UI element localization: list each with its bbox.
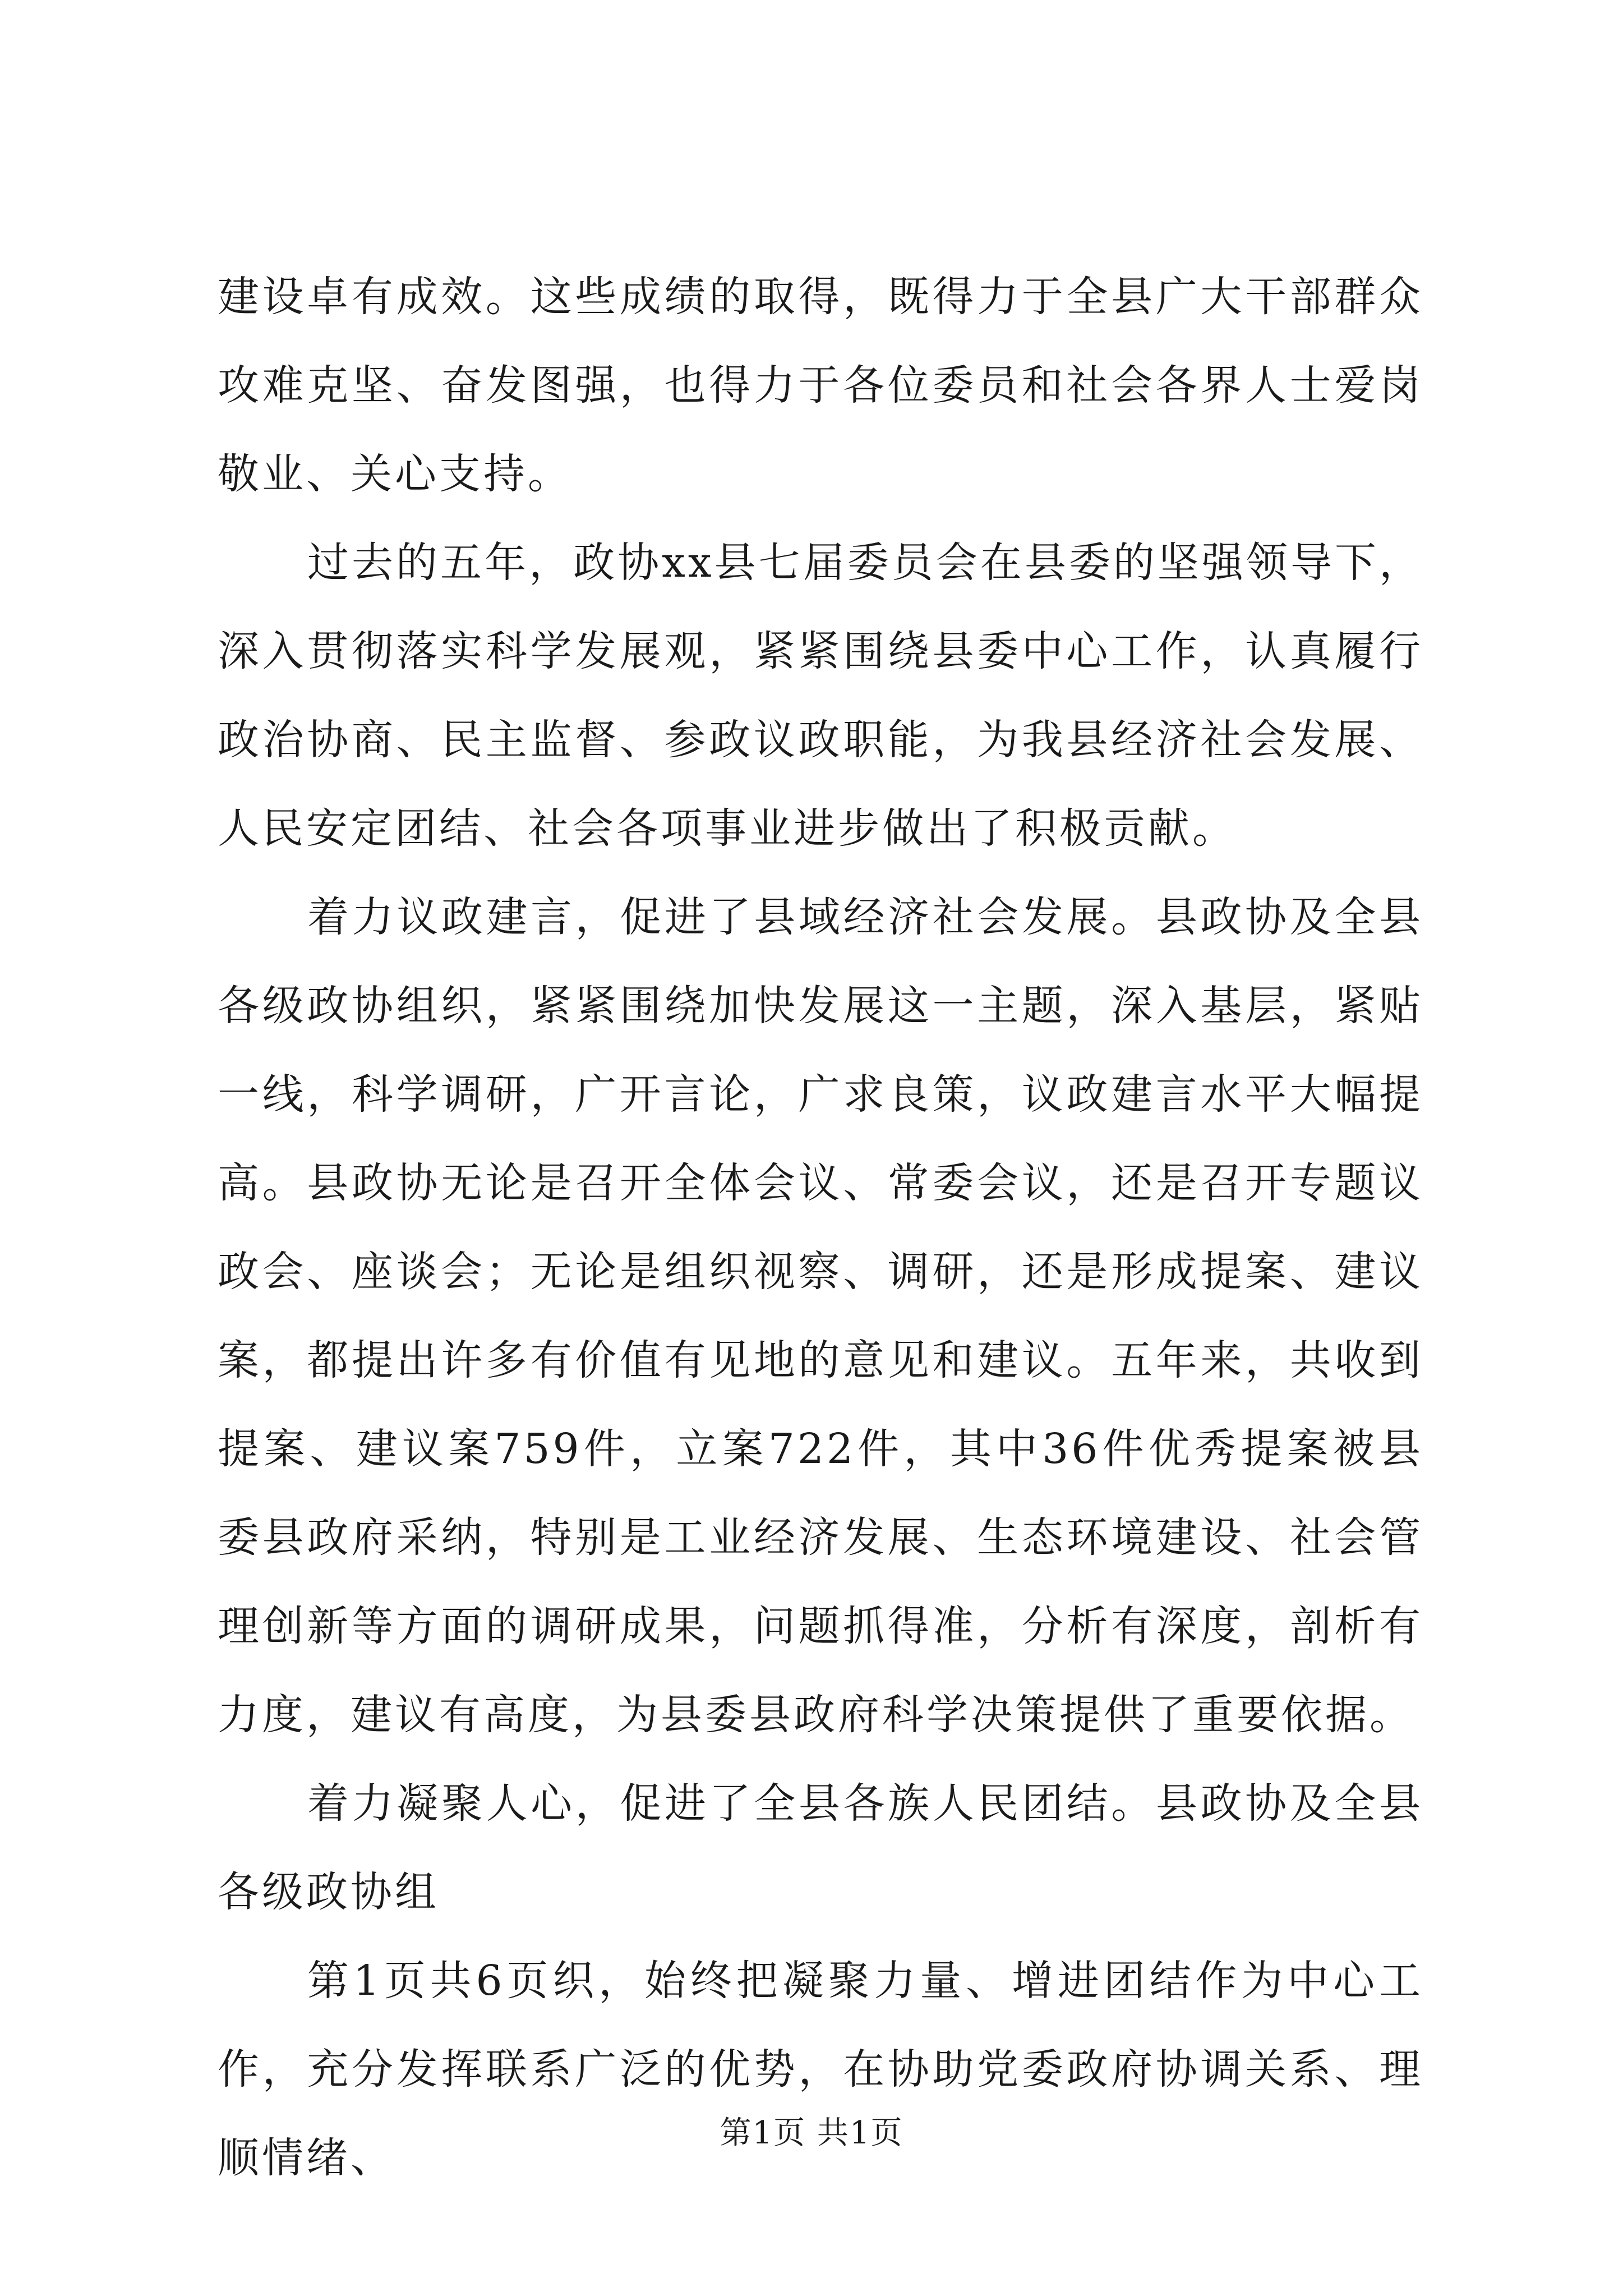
paragraph-5: 第1页共6页织，始终把凝聚力量、增进团结作为中心工作，充分发挥联系广泛的优势，在协助党委政府协调关系、理顺情绪、 xyxy=(218,1957,1423,2182)
document-body xyxy=(218,252,1423,2202)
paragraph-1: 建设卓有成效。这些成绩的取得，既得力于全县广大干部群众攻难克坚、奋发图强，也得力于各位委员和社会各界人士爱岗敬业、关心支持。 xyxy=(218,273,1423,498)
page-footer: 第1页 共1页 xyxy=(720,2115,903,2151)
paragraph-4: 着力凝聚人心，促进了全县各族人民团结。县政协及全县各级政协组 xyxy=(218,1779,1423,1916)
paragraph-3: 着力议政建言，促进了县域经济社会发展。县政协及全县各级政协组织，紧紧围绕加快发展这一主题，深入基层，紧贴一线，科学调研，广开言论，广求良策，议政建言水平大幅提高。县政协无论是召开全体会议、常委会议，还是召开专题议政会、座谈会；无论是组织视察、调研，还是形成提案、建议案，都提出许多有价值有见地的意见和建议。五年来，共收到提案、建议案759件，立案722件，其中36件优秀提案被县委县政府采纳，特别是工业经济发展、生态环境建设、社会管理创新等方面的调研成果，问题抓得准，分析有深度，剖析有力度，建议有高度，为县委县政府科学决策提供了重要依据。 xyxy=(218,893,1423,1739)
paragraph-2: 过去的五年，政协xx县七届委员会在县委的坚强领导下，深入贯彻落实科学发展观，紧紧围绕县委中心工作，认真履行政治协商、民主监督、参政议政职能，为我县经济社会发展、人民安定团结、社会各项事业进步做出了积极贡献。 xyxy=(218,539,1423,853)
